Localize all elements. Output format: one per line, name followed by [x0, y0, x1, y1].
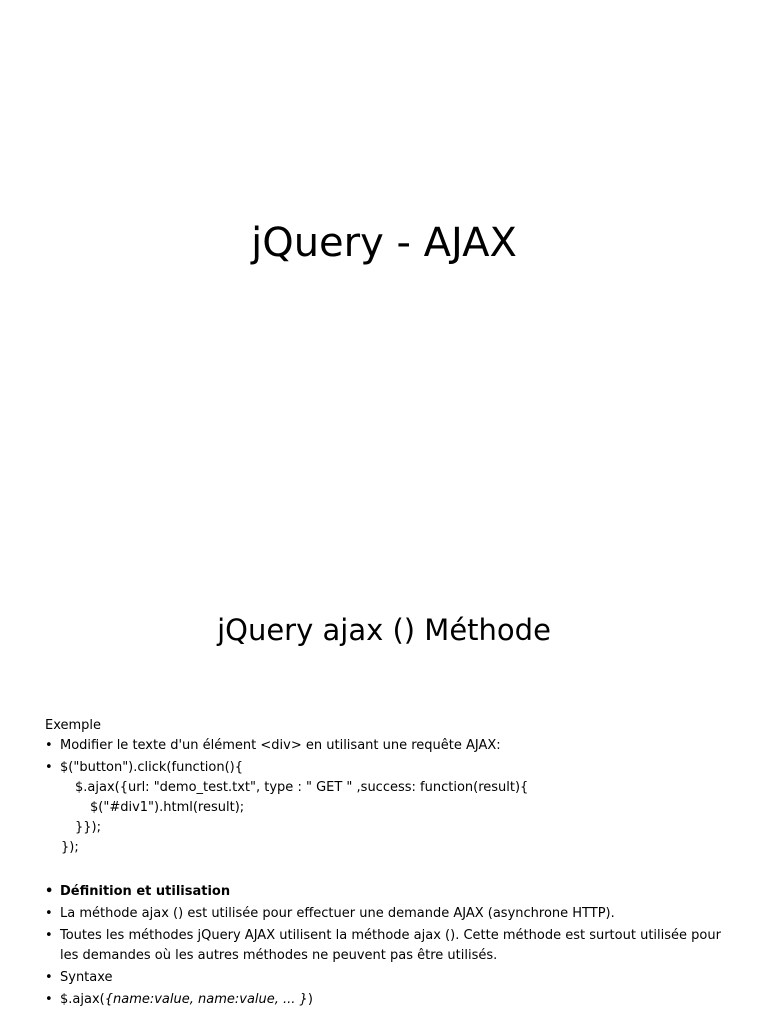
- slide-title: jQuery - AJAX: [251, 220, 517, 266]
- spacer: [45, 860, 735, 882]
- content-slide: [0, 576, 768, 1024]
- code-line: $("#div1").html(result);: [90, 800, 245, 815]
- slide-heading: jQuery ajax () Méthode: [217, 613, 551, 647]
- syntax-args: {name:value, name:value, ... }: [104, 992, 308, 1007]
- code-block: [45, 758, 735, 858]
- slide-body: [45, 716, 735, 1012]
- syntax-prefix: $.ajax(: [60, 992, 105, 1007]
- list-item: • La méthode ajax () est utilisée pour effectuer une demande AJAX (asynchrone HTTP).: [45, 904, 735, 924]
- definition-heading: • Définition et utilisation: [45, 882, 735, 902]
- syntax-suffix: ): [307, 992, 313, 1007]
- code-line: });: [61, 840, 79, 855]
- example-label: Exemple: [45, 718, 102, 733]
- example-list: [45, 736, 735, 858]
- list-item: • Toutes les méthodes jQuery AJAX utilisent la méthode ajax (). Cette méthode est surtout utilisée pour les demandes où les autres méthodes ne peuvent pas être utilisés.: [45, 926, 735, 966]
- code-line: }});: [75, 820, 101, 835]
- definition-list: [45, 882, 735, 1010]
- code-line: $.ajax({url: "demo_test.txt", type : " GET " ,success: function(result){: [75, 780, 529, 795]
- list-item: • Modifier le texte d'un élément <div> en utilisant une requête AJAX:: [45, 736, 735, 756]
- syntax-label: • Syntaxe: [45, 968, 735, 988]
- code-line: • $("button").click(function(){: [60, 760, 244, 775]
- syntax-line: [45, 990, 735, 1010]
